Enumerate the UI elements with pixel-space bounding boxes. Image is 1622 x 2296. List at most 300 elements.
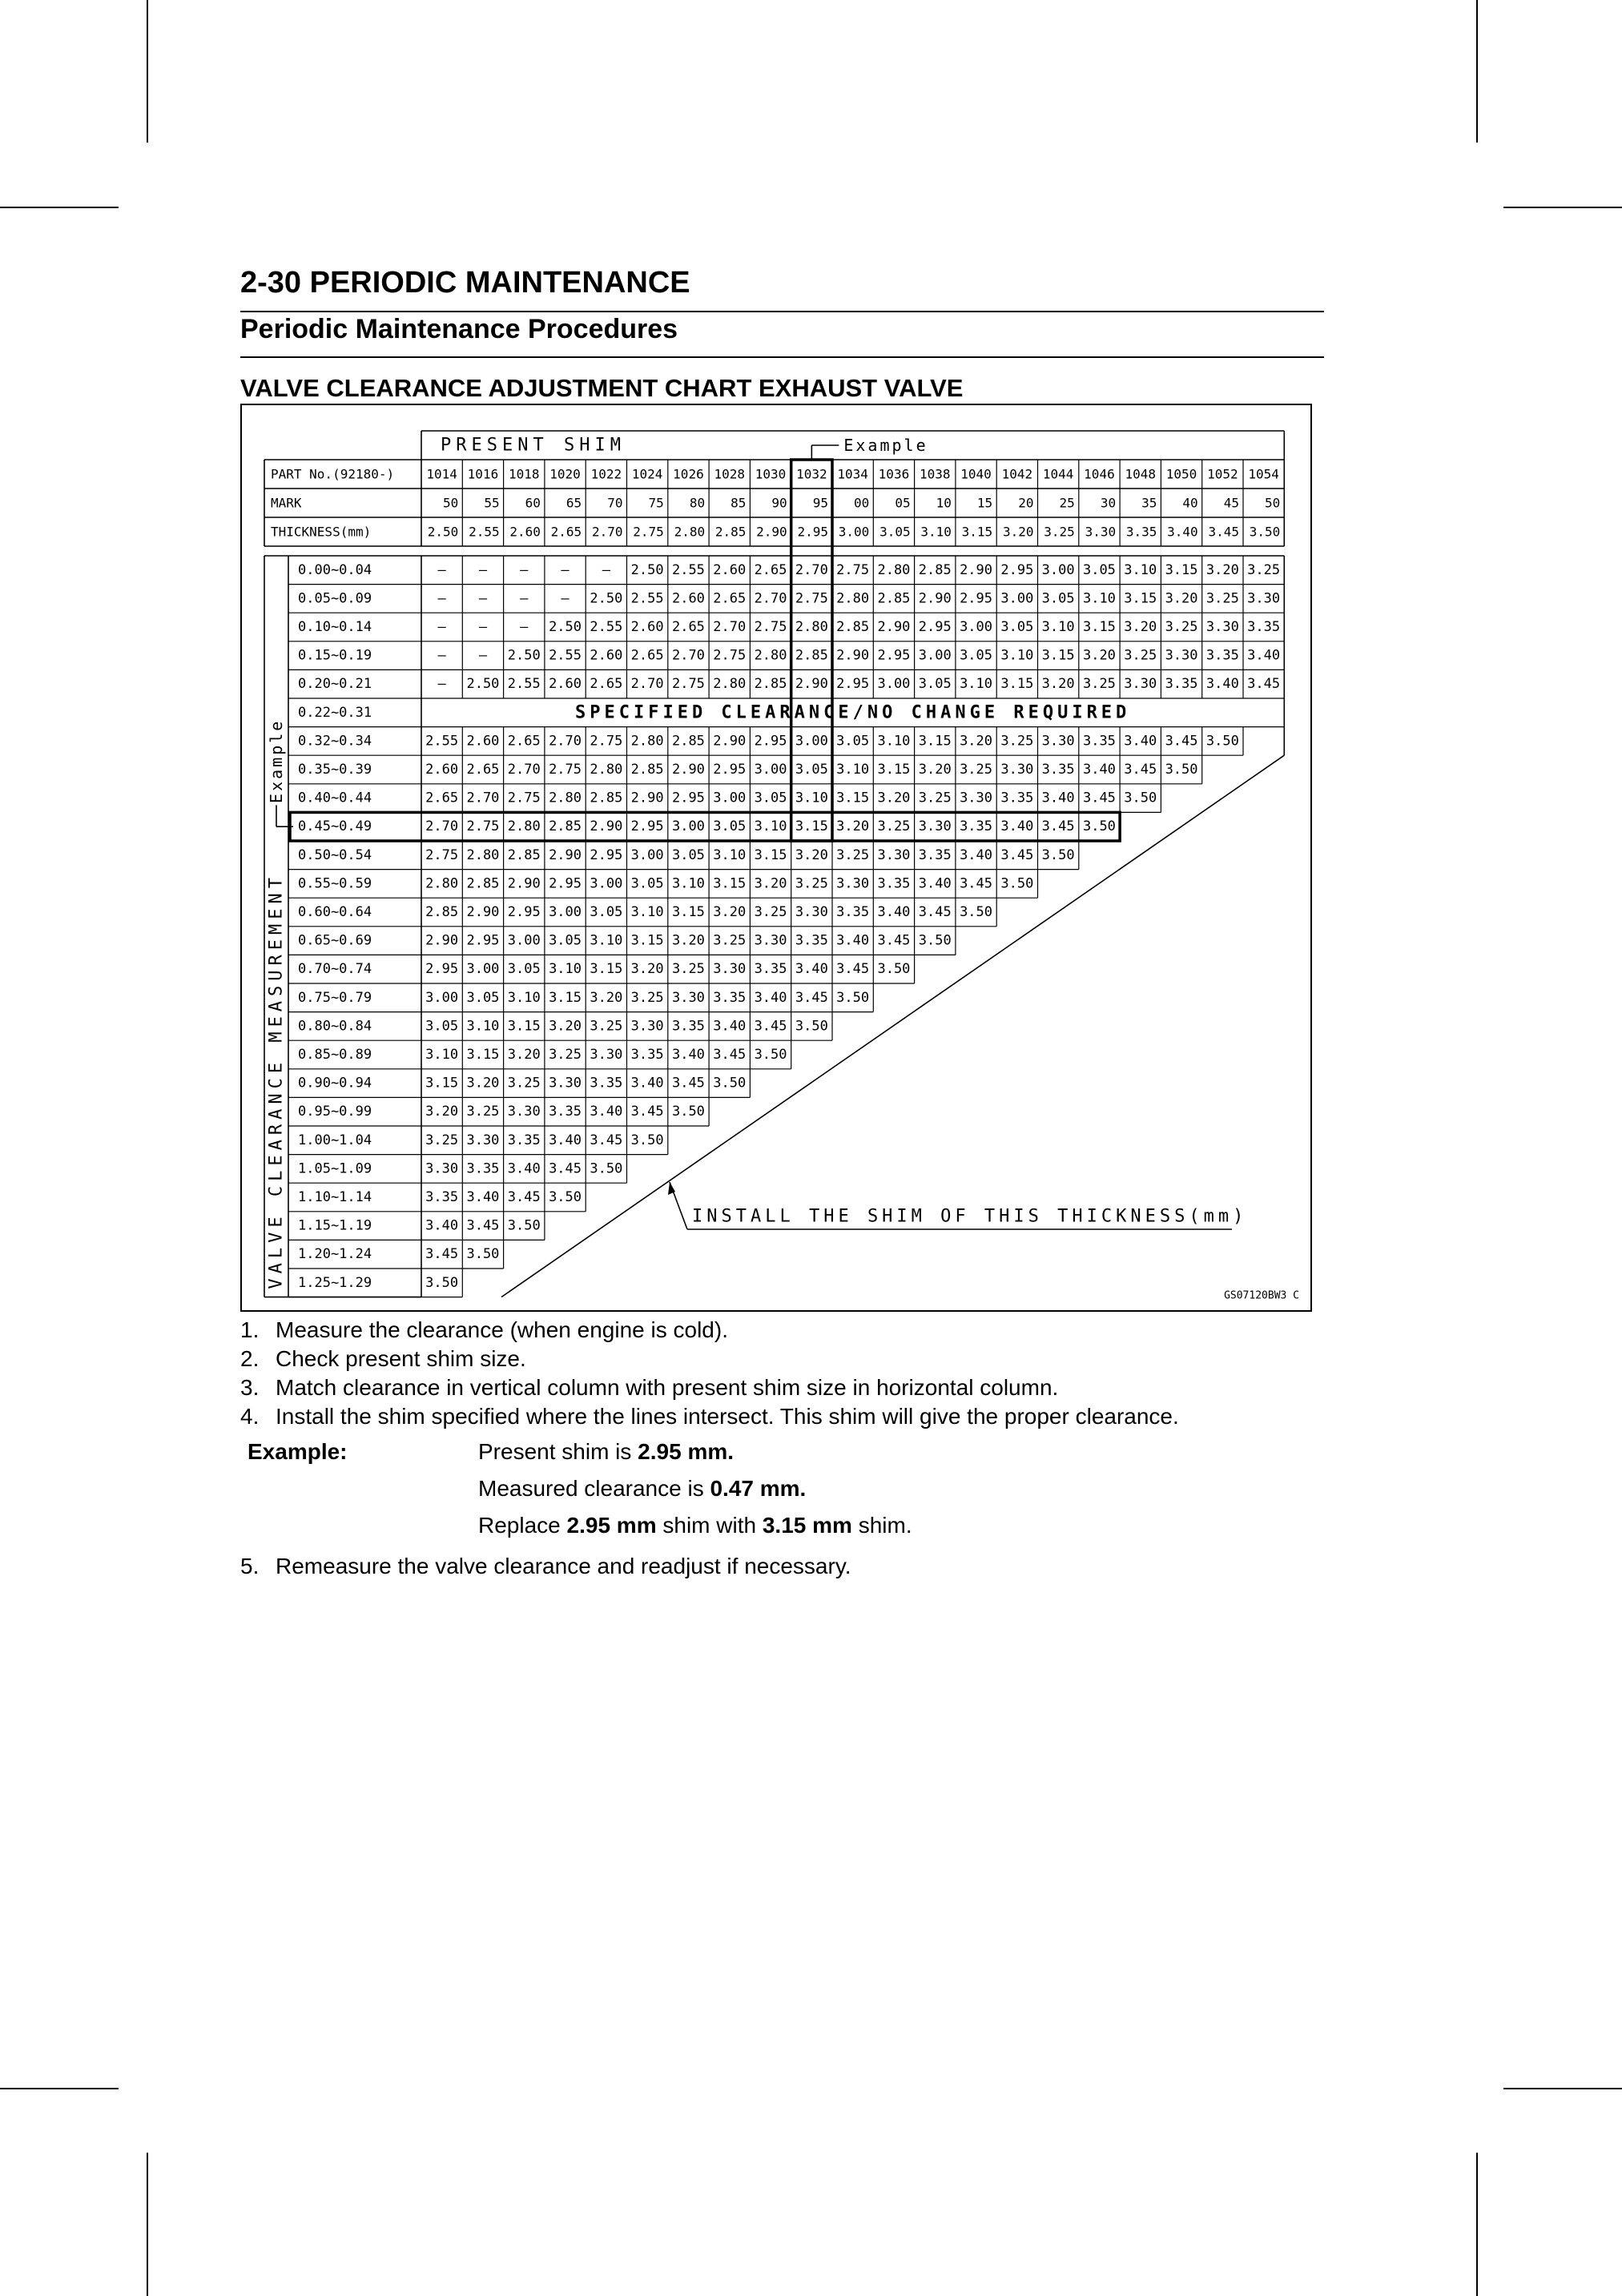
shim-thickness-cell: 3.00 [877, 676, 911, 693]
shim-thickness-cell: 3.45 [713, 1047, 747, 1063]
shim-thickness-cell: 2.80 [425, 875, 459, 892]
header-row-label: THICKNESS(mm) [271, 524, 372, 540]
part-number-cell: 1046 [1084, 466, 1115, 482]
thickness-cell: 2.60 [509, 524, 541, 540]
shim-thickness-cell: 2.90 [836, 647, 870, 664]
clearance-range-label: 0.50~0.54 [298, 846, 372, 863]
clearance-range-label: 0.05~0.09 [298, 590, 372, 607]
part-number-cell: 1022 [590, 466, 622, 482]
shim-thickness-cell: 3.20 [713, 904, 747, 920]
shim-thickness-cell: 2.75 [466, 818, 500, 835]
shim-thickness-cell: 2.60 [671, 590, 705, 607]
shim-thickness-cell: 3.20 [671, 932, 705, 949]
shim-thickness-cell: 3.45 [960, 875, 993, 892]
shim-thickness-cell: 3.45 [754, 1018, 787, 1035]
shim-thickness-cell: 3.35 [1000, 790, 1034, 806]
shim-thickness-cell: 3.45 [590, 1132, 623, 1148]
shim-thickness-cell: 3.10 [960, 676, 993, 693]
shim-thickness-cell: 2.80 [590, 762, 623, 778]
mark-cell: 60 [525, 495, 541, 511]
crop-mark [1503, 207, 1622, 208]
shim-thickness-cell: 3.30 [1124, 676, 1157, 693]
shim-thickness-cell: 2.80 [713, 676, 747, 693]
clearance-range-label: 1.25~1.29 [298, 1274, 372, 1291]
shim-thickness-cell: 3.50 [713, 1075, 747, 1092]
mark-cell: 35 [1141, 495, 1157, 511]
shim-thickness-cell: 3.10 [754, 818, 787, 835]
shim-thickness-cell: 3.25 [1165, 619, 1198, 635]
shim-thickness-cell: 3.20 [1205, 561, 1239, 578]
shim-thickness-cell: 2.95 [425, 961, 459, 978]
shim-thickness-cell: 3.30 [713, 961, 747, 978]
crop-mark [1476, 2153, 1478, 2296]
mark-cell: 10 [936, 495, 952, 511]
shim-thickness-cell: 3.00 [713, 790, 747, 806]
shim-thickness-cell: 3.05 [713, 818, 747, 835]
shim-thickness-cell: 3.30 [425, 1160, 459, 1177]
shim-thickness-cell: 2.90 [630, 790, 664, 806]
shim-thickness-cell: 3.30 [960, 790, 993, 806]
step-item [240, 1552, 851, 1581]
shim-thickness-cell: 2.70 [713, 619, 747, 635]
shim-thickness-cell: 3.45 [1124, 762, 1157, 778]
part-number-cell: 1036 [878, 466, 910, 482]
shim-thickness-cell: 3.00 [918, 647, 952, 664]
shim-thickness-cell: 2.70 [754, 590, 787, 607]
dash-cell: – [561, 561, 570, 578]
shim-thickness-cell: 3.05 [590, 904, 623, 920]
shim-thickness-cell: 2.80 [836, 590, 870, 607]
crop-mark [0, 2088, 119, 2089]
thickness-cell: 3.45 [1208, 524, 1239, 540]
shim-thickness-cell: 3.10 [1041, 619, 1075, 635]
shim-thickness-cell: 2.55 [671, 561, 705, 578]
shim-thickness-cell: 2.65 [425, 790, 459, 806]
shim-thickness-cell: 3.35 [630, 1047, 664, 1063]
shim-thickness-cell: 2.85 [795, 647, 828, 664]
shim-thickness-cell: 3.15 [877, 762, 911, 778]
shim-thickness-cell: 2.50 [630, 561, 664, 578]
clearance-range-label: 1.00~1.04 [298, 1132, 372, 1148]
shim-thickness-cell: 3.05 [507, 961, 541, 978]
thickness-cell: 2.90 [756, 524, 787, 540]
part-number-cell: 1050 [1165, 466, 1197, 482]
clearance-range-label: 0.95~0.99 [298, 1104, 372, 1120]
shim-thickness-cell: 3.15 [1124, 590, 1157, 607]
shim-thickness-cell: 2.55 [630, 590, 664, 607]
shim-thickness-cell: 2.90 [425, 932, 459, 949]
text: Replace [478, 1513, 567, 1538]
shim-thickness-cell: 2.60 [549, 676, 582, 693]
thickness-cell: 3.25 [1044, 524, 1075, 540]
dash-cell: – [437, 590, 446, 607]
shim-thickness-cell: 3.25 [1247, 561, 1281, 578]
shim-thickness-cell: 3.30 [1165, 647, 1198, 664]
thickness-cell: 2.75 [633, 524, 664, 540]
crop-mark [147, 0, 148, 143]
shim-thickness-cell: 3.00 [960, 619, 993, 635]
shim-thickness-cell: 3.35 [1041, 762, 1075, 778]
shim-thickness-cell: 3.45 [671, 1075, 705, 1092]
shim-thickness-cell: 3.40 [918, 875, 952, 892]
part-number-cell: 1016 [467, 466, 499, 482]
shim-thickness-cell: 2.90 [918, 590, 952, 607]
dash-cell: – [520, 619, 529, 635]
shim-thickness-cell: 3.10 [1124, 561, 1157, 578]
shim-thickness-cell: 2.80 [877, 561, 911, 578]
thickness-cell: 2.95 [797, 524, 828, 540]
text: shim. [851, 1513, 912, 1538]
shim-thickness-cell: 3.40 [671, 1047, 705, 1063]
mark-cell: 05 [895, 495, 911, 511]
shim-thickness-cell: 2.65 [507, 733, 541, 750]
shim-thickness-cell: 2.90 [877, 619, 911, 635]
shim-thickness-cell: 2.50 [590, 590, 623, 607]
part-number-cell: 1024 [631, 466, 663, 482]
part-number-cell: 1020 [549, 466, 581, 482]
mark-cell: 15 [976, 495, 993, 511]
shim-thickness-cell: 3.00 [425, 989, 459, 1006]
step-text: Install the shim specified where the lines intersect. This shim will give the proper clearance. [276, 1404, 1179, 1429]
shim-thickness-cell: 2.90 [795, 676, 828, 693]
shim-thickness-cell: 3.50 [425, 1274, 459, 1291]
shim-thickness-cell: 3.35 [671, 1018, 705, 1035]
clearance-range-label: 0.20~0.21 [298, 676, 372, 693]
dash-cell: – [520, 561, 529, 578]
part-number-cell: 1032 [796, 466, 827, 482]
shim-thickness-cell: 3.25 [425, 1132, 459, 1148]
shim-thickness-cell: 3.40 [877, 904, 911, 920]
mark-cell: 00 [854, 495, 870, 511]
shim-thickness-cell: 3.00 [590, 875, 623, 892]
shim-thickness-cell: 2.85 [507, 846, 541, 863]
clearance-range-label: 0.60~0.64 [298, 904, 372, 920]
shim-thickness-cell: 3.20 [918, 762, 952, 778]
example-label: Example [843, 436, 928, 455]
bold-value: 2.95 mm. [638, 1439, 735, 1464]
shim-thickness-cell: 3.30 [1247, 590, 1281, 607]
shim-thickness-cell: 3.35 [1165, 676, 1198, 693]
mark-cell: 45 [1223, 495, 1239, 511]
clearance-range-label: 0.32~0.34 [298, 733, 372, 750]
shim-thickness-cell: 3.25 [918, 790, 952, 806]
mark-cell: 50 [443, 495, 459, 511]
part-number-cell: 1052 [1207, 466, 1238, 482]
shim-thickness-cell: 2.50 [466, 676, 500, 693]
shim-thickness-cell: 3.10 [877, 733, 911, 750]
shim-thickness-cell: 2.95 [549, 875, 582, 892]
shim-thickness-cell: 3.05 [1041, 590, 1075, 607]
shim-thickness-cell: 2.95 [466, 932, 500, 949]
clearance-range-label: 0.00~0.04 [298, 561, 372, 578]
shim-thickness-cell: 3.50 [590, 1160, 623, 1177]
shim-thickness-cell: 3.20 [877, 790, 911, 806]
shim-thickness-cell: 3.15 [713, 875, 747, 892]
shim-thickness-cell: 3.20 [836, 818, 870, 835]
shim-thickness-cell: 3.20 [425, 1104, 459, 1120]
thickness-cell: 3.30 [1085, 524, 1117, 540]
shim-thickness-cell: 3.25 [713, 932, 747, 949]
shim-thickness-cell: 3.40 [466, 1189, 500, 1205]
clearance-range-label: 0.15~0.19 [298, 647, 372, 664]
shim-thickness-cell: 3.10 [836, 762, 870, 778]
shim-thickness-cell: 3.45 [877, 932, 911, 949]
shim-thickness-cell: 2.85 [836, 619, 870, 635]
shim-thickness-cell: 3.40 [1000, 818, 1034, 835]
mark-cell: 25 [1059, 495, 1075, 511]
shim-thickness-cell: 3.35 [1082, 733, 1116, 750]
shim-thickness-cell: 3.05 [918, 676, 952, 693]
shim-thickness-cell: 2.85 [918, 561, 952, 578]
shim-thickness-cell: 3.05 [795, 762, 828, 778]
shim-thickness-cell: 3.40 [795, 961, 828, 978]
chart-svg [242, 405, 1310, 1310]
shim-thickness-cell: 2.65 [671, 619, 705, 635]
text: Measured clearance is [478, 1476, 710, 1501]
shim-thickness-cell: 3.45 [1165, 733, 1198, 750]
shim-thickness-cell: 3.50 [836, 989, 870, 1006]
mark-cell: 40 [1182, 495, 1198, 511]
shim-thickness-cell: 3.10 [1082, 590, 1116, 607]
shim-thickness-cell: 3.25 [1124, 647, 1157, 664]
dash-cell: – [561, 590, 570, 607]
example-line-3 [478, 1511, 912, 1540]
shim-thickness-cell: 3.25 [590, 1018, 623, 1035]
dash-cell: – [478, 590, 488, 607]
mark-cell: 30 [1100, 495, 1117, 511]
shim-thickness-cell: 3.05 [630, 875, 664, 892]
shim-thickness-cell: 3.05 [549, 932, 582, 949]
shim-thickness-cell: 3.10 [1000, 647, 1034, 664]
shim-thickness-cell: 3.15 [1000, 676, 1034, 693]
thickness-cell: 2.80 [674, 524, 706, 540]
shim-thickness-cell: 2.90 [549, 846, 582, 863]
shim-thickness-cell: 2.75 [425, 846, 459, 863]
thickness-cell: 2.55 [469, 524, 500, 540]
shim-thickness-cell: 3.25 [960, 762, 993, 778]
shim-thickness-cell: 3.40 [1041, 790, 1075, 806]
shim-thickness-cell: 3.35 [918, 846, 952, 863]
shim-thickness-cell: 2.95 [877, 647, 911, 664]
shim-thickness-cell: 2.50 [507, 647, 541, 664]
shim-thickness-cell: 3.35 [466, 1160, 500, 1177]
clearance-range-label: 0.80~0.84 [298, 1018, 372, 1035]
shim-thickness-cell: 3.35 [1205, 647, 1239, 664]
shim-thickness-cell: 3.50 [1000, 875, 1034, 892]
shim-thickness-cell: 3.50 [918, 932, 952, 949]
shim-thickness-cell: 2.85 [630, 762, 664, 778]
shim-thickness-cell: 2.65 [630, 647, 664, 664]
shim-thickness-cell: 3.05 [1000, 619, 1034, 635]
crop-mark [147, 2153, 148, 2296]
specified-clearance-text: SPECIFIED CLEARANCE/NO CHANGE REQUIRED [574, 702, 1131, 723]
shim-thickness-cell: 2.75 [795, 590, 828, 607]
shim-thickness-cell: 3.50 [507, 1217, 541, 1234]
shim-thickness-cell: 3.40 [1247, 647, 1281, 664]
shim-thickness-cell: 2.95 [836, 676, 870, 693]
measurement-example-label: Example [267, 718, 286, 803]
mark-cell: 70 [607, 495, 623, 511]
shim-thickness-cell: 2.90 [960, 561, 993, 578]
shim-thickness-cell: 3.25 [877, 818, 911, 835]
dash-cell: – [478, 647, 488, 664]
shim-thickness-cell: 3.50 [1082, 818, 1116, 835]
example-row [240, 1511, 1362, 1548]
shim-thickness-cell: 3.25 [1205, 590, 1239, 607]
mark-cell: 80 [689, 495, 706, 511]
shim-thickness-cell: 3.20 [466, 1075, 500, 1092]
text: shim with [656, 1513, 763, 1538]
shim-thickness-cell: 3.30 [836, 875, 870, 892]
shim-thickness-cell: 3.00 [507, 932, 541, 949]
shim-thickness-cell: 2.50 [549, 619, 582, 635]
shim-thickness-cell: 3.20 [507, 1047, 541, 1063]
shim-thickness-cell: 3.40 [425, 1217, 459, 1234]
shim-thickness-cell: 2.55 [590, 619, 623, 635]
shim-thickness-cell: 2.60 [713, 561, 747, 578]
shim-thickness-cell: 3.25 [507, 1075, 541, 1092]
shim-thickness-cell: 3.45 [836, 961, 870, 978]
dash-cell: – [520, 590, 529, 607]
mark-cell: 90 [771, 495, 787, 511]
shim-thickness-cell: 2.60 [630, 619, 664, 635]
shim-thickness-cell: 3.25 [1082, 676, 1116, 693]
shim-thickness-cell: 3.20 [549, 1018, 582, 1035]
thickness-cell: 2.50 [427, 524, 459, 540]
shim-thickness-cell: 3.40 [1124, 733, 1157, 750]
install-shim-text: INSTALL THE SHIM OF THIS THICKNESS(mm) [692, 1206, 1248, 1227]
shim-thickness-cell: 3.25 [836, 846, 870, 863]
shim-thickness-cell: 3.15 [918, 733, 952, 750]
instruction-steps [240, 1316, 1362, 1431]
shim-thickness-cell: 3.45 [630, 1104, 664, 1120]
shim-thickness-cell: 3.10 [507, 989, 541, 1006]
shim-thickness-cell: 2.60 [425, 762, 459, 778]
shim-thickness-cell: 3.40 [960, 846, 993, 863]
section-rule [240, 356, 1324, 358]
shim-thickness-cell: 3.25 [1000, 733, 1034, 750]
step-number: 1. [240, 1317, 260, 1342]
bold-value: 0.47 mm. [710, 1476, 807, 1501]
example-label: Example: [248, 1439, 348, 1464]
crop-mark [1476, 0, 1478, 143]
shim-thickness-cell: 3.30 [877, 846, 911, 863]
shim-thickness-cell: 3.30 [1205, 619, 1239, 635]
shim-thickness-cell: 3.35 [549, 1104, 582, 1120]
shim-thickness-cell: 3.35 [960, 818, 993, 835]
section-title: Periodic Maintenance Procedures [240, 314, 678, 344]
shim-thickness-cell: 3.25 [630, 989, 664, 1006]
shim-thickness-cell: 3.20 [754, 875, 787, 892]
shim-thickness-cell: 3.10 [713, 846, 747, 863]
shim-thickness-cell: 2.75 [754, 619, 787, 635]
step-number: 3. [240, 1375, 260, 1400]
dash-cell: – [437, 676, 446, 693]
dash-cell: – [478, 561, 488, 578]
shim-thickness-cell: 3.50 [549, 1189, 582, 1205]
shim-thickness-cell: 3.30 [630, 1018, 664, 1035]
shim-thickness-cell: 2.80 [630, 733, 664, 750]
shim-thickness-cell: 3.10 [630, 904, 664, 920]
shim-thickness-cell: 3.20 [630, 961, 664, 978]
shim-thickness-cell: 2.85 [877, 590, 911, 607]
shim-thickness-cell: 2.70 [671, 647, 705, 664]
mark-cell: 55 [484, 495, 500, 511]
step-number: 5. [240, 1554, 260, 1578]
shim-thickness-cell: 3.30 [466, 1132, 500, 1148]
shim-thickness-cell: 3.10 [466, 1018, 500, 1035]
mark-cell: 95 [812, 495, 828, 511]
shim-thickness-cell: 2.75 [549, 762, 582, 778]
shim-thickness-cell: 3.45 [549, 1160, 582, 1177]
part-number-cell: 1040 [960, 466, 992, 482]
shim-thickness-cell: 2.95 [1000, 561, 1034, 578]
shim-thickness-cell: 3.35 [795, 932, 828, 949]
part-number-cell: 1054 [1248, 466, 1279, 482]
shim-thickness-cell: 3.00 [630, 846, 664, 863]
step-item [240, 1345, 1362, 1373]
shim-thickness-cell: 3.50 [1205, 733, 1239, 750]
dash-cell: – [437, 619, 446, 635]
shim-thickness-cell: 3.45 [507, 1189, 541, 1205]
shim-thickness-cell: 3.50 [960, 904, 993, 920]
step-text: Match clearance in vertical column with present shim size in horizontal column. [276, 1375, 1059, 1400]
shim-thickness-cell: 2.90 [507, 875, 541, 892]
shim-thickness-cell: 3.10 [549, 961, 582, 978]
clearance-range-label: 1.15~1.19 [298, 1217, 372, 1234]
step-item [240, 1316, 1362, 1345]
shim-thickness-cell: 2.65 [590, 676, 623, 693]
shim-thickness-cell: 3.15 [836, 790, 870, 806]
shim-thickness-cell: 2.75 [836, 561, 870, 578]
clearance-range-label: 0.65~0.69 [298, 932, 372, 949]
part-number-cell: 1026 [673, 466, 704, 482]
shim-thickness-cell: 2.75 [671, 676, 705, 693]
step-item [240, 1373, 1362, 1402]
part-number-cell: 1048 [1125, 466, 1157, 482]
clearance-range-label: 0.35~0.39 [298, 762, 372, 778]
example-row [240, 1438, 1362, 1474]
crop-mark [1503, 2088, 1622, 2089]
shim-thickness-cell: 3.25 [671, 961, 705, 978]
shim-thickness-cell: 3.00 [466, 961, 500, 978]
shim-thickness-cell: 3.40 [1205, 676, 1239, 693]
thickness-cell: 3.50 [1249, 524, 1281, 540]
shim-thickness-cell: 3.10 [590, 932, 623, 949]
example-line-2 [478, 1474, 806, 1503]
page-title: 2-30 PERIODIC MAINTENANCE [240, 266, 690, 300]
step-number: 4. [240, 1404, 260, 1429]
shim-thickness-cell: 3.50 [466, 1246, 500, 1263]
dash-cell: – [478, 619, 488, 635]
shim-thickness-cell: 3.15 [466, 1047, 500, 1063]
shim-thickness-cell: 2.80 [507, 818, 541, 835]
shim-thickness-cell: 3.50 [1124, 790, 1157, 806]
title-rule [240, 311, 1324, 312]
thickness-cell: 3.40 [1167, 524, 1198, 540]
shim-thickness-cell: 3.40 [713, 1018, 747, 1035]
shim-thickness-cell: 3.40 [754, 989, 787, 1006]
shim-thickness-cell: 3.40 [590, 1104, 623, 1120]
clearance-range-label: 0.85~0.89 [298, 1047, 372, 1063]
shim-thickness-cell: 2.85 [671, 733, 705, 750]
shim-thickness-cell: 2.90 [466, 904, 500, 920]
shim-thickness-cell: 3.50 [877, 961, 911, 978]
shim-thickness-cell: 3.35 [877, 875, 911, 892]
shim-thickness-cell: 3.50 [630, 1132, 664, 1148]
shim-thickness-cell: 2.85 [549, 818, 582, 835]
shim-thickness-cell: 2.95 [754, 733, 787, 750]
